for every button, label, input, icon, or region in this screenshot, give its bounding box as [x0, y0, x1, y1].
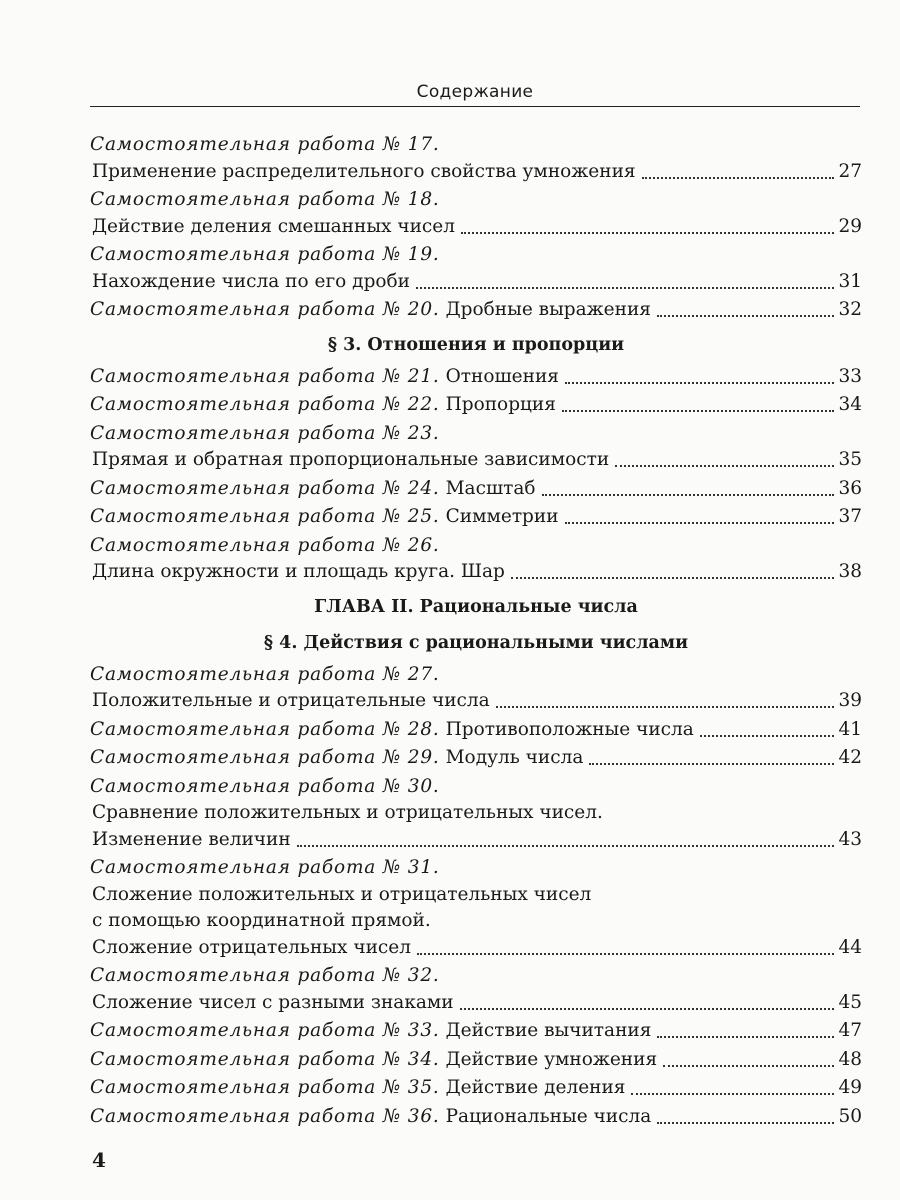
entry-continuation: Изменение величин — [92, 828, 291, 850]
entry-title: Действие умножения — [445, 1048, 658, 1070]
entry-label: Самостоятельная работа № 36. — [90, 1105, 440, 1127]
dot-leader — [461, 232, 834, 234]
entry-label: Самостоятельная работа № 34. — [90, 1048, 440, 1070]
dot-leader — [657, 315, 834, 317]
toc-entry-line — [90, 1018, 862, 1045]
entry-continuation: Длина окружности и площадь круга. Шар — [92, 561, 505, 582]
entry-label: Самостоятельная работа № 26. — [90, 534, 440, 556]
toc-entry-line — [90, 1075, 862, 1102]
entry-label: Самостоятельная работа № 29. — [90, 747, 440, 768]
toc-entry[interactable] — [90, 1104, 862, 1131]
toc-entry-line — [90, 800, 862, 827]
toc-entry-line — [90, 242, 862, 269]
entry-label: Самостоятельная работа № 21. — [90, 365, 440, 387]
entry-page-number: 35 — [838, 449, 862, 470]
toc-entry-line — [90, 1104, 862, 1131]
entry-title: Симметрии — [445, 506, 559, 527]
dot-leader — [297, 845, 834, 847]
dot-leader — [565, 382, 834, 384]
entry-page-number: 27 — [838, 160, 862, 182]
header-title: Содержание — [416, 82, 534, 102]
toc-entry-line — [90, 990, 862, 1017]
page-number: 4 — [92, 1148, 106, 1172]
dot-leader — [460, 1008, 834, 1010]
toc-entry-line — [90, 688, 862, 715]
entry-label: Самостоятельная работа № 28. — [90, 718, 440, 740]
entry-page-number: 45 — [838, 991, 862, 1013]
entry-page-number: 50 — [838, 1105, 862, 1127]
toc-entry-line — [90, 963, 862, 990]
dot-leader — [511, 577, 834, 579]
toc-entry[interactable] — [90, 717, 862, 744]
entry-continuation: Сравнение положительных и отрицательных чисел. — [92, 802, 603, 823]
entry-page-number: 31 — [838, 270, 862, 292]
entry-page-number: 41 — [838, 718, 862, 740]
entry-page-number: 49 — [838, 1077, 862, 1098]
toc-entry[interactable] — [90, 963, 862, 1016]
toc-entry-line — [90, 132, 862, 159]
toc-entry[interactable] — [90, 297, 862, 324]
toc-entry[interactable] — [90, 1018, 862, 1045]
toc-entry[interactable] — [90, 1075, 862, 1102]
entry-title: Действие деления — [445, 1077, 626, 1098]
toc-entry[interactable] — [90, 476, 862, 503]
entry-label: Самостоятельная работа № 20. — [90, 299, 440, 320]
entry-page-number: 44 — [838, 936, 862, 958]
entry-label: Самостоятельная работа № 23. — [90, 422, 440, 444]
entry-label: Самостоятельная работа № 32. — [90, 965, 440, 986]
entry-page-number: 36 — [838, 477, 862, 499]
page-header — [90, 78, 860, 107]
entry-continuation: Сложение отрицательных чисел — [92, 936, 411, 958]
section-heading: § 4. Действия с рациональными числами — [263, 632, 689, 653]
toc-entry[interactable] — [90, 392, 862, 419]
toc-entry-line — [90, 476, 862, 503]
toc-entry-line — [90, 421, 862, 448]
dot-leader — [615, 465, 834, 467]
toc-entry-line — [90, 392, 862, 419]
dot-leader — [589, 763, 834, 765]
entry-label: Самостоятельная работа № 31. — [90, 857, 440, 878]
dot-leader — [663, 1065, 834, 1067]
entry-page-number: 32 — [838, 299, 862, 320]
toc-entry-line — [90, 882, 862, 909]
entry-label: Самостоятельная работа № 22. — [90, 394, 440, 415]
toc-entry-line — [90, 559, 862, 586]
entry-label: Самостоятельная работа № 30. — [90, 775, 440, 797]
toc-entry-line — [90, 827, 862, 854]
toc-entry[interactable] — [90, 187, 862, 240]
toc-entry[interactable] — [90, 242, 862, 295]
entry-label: Самостоятельная работа № 25. — [90, 506, 440, 527]
dot-leader — [642, 177, 834, 179]
entry-page-number: 37 — [838, 506, 862, 527]
toc-entry-line — [90, 297, 862, 324]
toc-entry-line — [90, 187, 862, 214]
entry-page-number: 47 — [838, 1020, 862, 1041]
entry-title: Действие вычитания — [445, 1020, 652, 1041]
dot-leader — [657, 1122, 834, 1124]
dot-leader — [657, 1036, 834, 1038]
dot-leader — [542, 494, 834, 496]
entry-page-number: 39 — [838, 690, 862, 711]
toc-entry[interactable] — [90, 662, 862, 715]
toc-entry[interactable] — [90, 855, 862, 961]
toc-entry-line — [90, 1047, 862, 1074]
toc-entry-line — [90, 855, 862, 882]
toc-entry-line — [90, 447, 862, 474]
toc-entry-line — [90, 269, 862, 296]
toc-entry-line — [90, 717, 862, 744]
toc-entry[interactable] — [90, 533, 862, 586]
toc-entry-line — [90, 774, 862, 801]
toc-entry-line — [90, 159, 862, 186]
chapter-heading: ГЛАВА II. Рациональные числа — [314, 596, 638, 617]
entry-title: Рациональные числа — [445, 1105, 652, 1127]
toc-entry[interactable] — [90, 1047, 862, 1074]
entry-page-number: 33 — [838, 365, 862, 387]
entry-continuation: Сложение чисел с разными знаками — [92, 991, 454, 1013]
entry-page-number: 43 — [838, 828, 862, 850]
entry-continuation: с помощью координатной прямой. — [92, 910, 431, 931]
section-heading: § 3. Отношения и пропорции — [327, 334, 625, 355]
entry-page-number: 48 — [838, 1048, 862, 1070]
entry-continuation: Применение распределительного свойства умножения — [92, 160, 636, 182]
toc-entry[interactable] — [90, 774, 862, 854]
dot-leader — [631, 1093, 834, 1095]
toc-entry[interactable] — [90, 421, 862, 474]
dot-leader — [417, 953, 834, 955]
toc-entry-line — [90, 504, 862, 531]
dot-leader — [565, 522, 834, 524]
toc-entry-line — [90, 364, 862, 391]
entry-continuation: Нахождение числа по его дроби — [92, 270, 411, 292]
entry-label: Самостоятельная работа № 17. — [90, 134, 440, 155]
entry-page-number: 42 — [838, 747, 862, 768]
toc-entry-line — [90, 662, 862, 689]
dot-leader — [700, 735, 834, 737]
table-of-contents — [90, 132, 862, 1132]
toc-entry-line — [90, 908, 862, 935]
dot-leader — [562, 410, 834, 412]
entry-continuation: Положительные и отрицательные числа — [92, 690, 490, 711]
entry-page-number: 38 — [838, 561, 862, 582]
toc-entry-line — [90, 214, 862, 241]
entry-page-number: 29 — [838, 215, 862, 237]
dot-leader — [496, 706, 834, 708]
toc-entry[interactable] — [90, 364, 862, 391]
entry-title: Модуль числа — [445, 747, 584, 768]
entry-title: Дробные выражения — [445, 299, 651, 320]
entry-title: Пропорция — [445, 394, 556, 415]
toc-entry[interactable] — [90, 132, 862, 185]
toc-entry[interactable] — [90, 745, 862, 772]
entry-title: Отношения — [445, 365, 559, 387]
entry-label: Самостоятельная работа № 35. — [90, 1077, 440, 1098]
entry-label: Самостоятельная работа № 18. — [90, 189, 440, 210]
toc-entry-line — [90, 745, 862, 772]
entry-label: Самостоятельная работа № 24. — [90, 477, 440, 499]
entry-spacer — [90, 1130, 862, 1132]
entry-title: Противоположные числа — [445, 718, 694, 740]
toc-entry-line — [90, 533, 862, 560]
entry-label: Самостоятельная работа № 19. — [90, 244, 440, 265]
entry-continuation: Сложение положительных и отрицательных чисел — [92, 883, 592, 905]
entry-continuation: Прямая и обратная пропорциональные зависимости — [92, 449, 610, 470]
entry-page-number: 34 — [838, 394, 862, 415]
entry-label: Самостоятельная работа № 27. — [90, 663, 440, 685]
toc-entry[interactable] — [90, 504, 862, 531]
toc-entry-line — [90, 935, 862, 962]
entry-continuation: Действие деления смешанных чисел — [92, 215, 455, 237]
entry-title: Масштаб — [445, 477, 536, 499]
dot-leader — [416, 287, 834, 289]
entry-label: Самостоятельная работа № 33. — [90, 1020, 440, 1041]
